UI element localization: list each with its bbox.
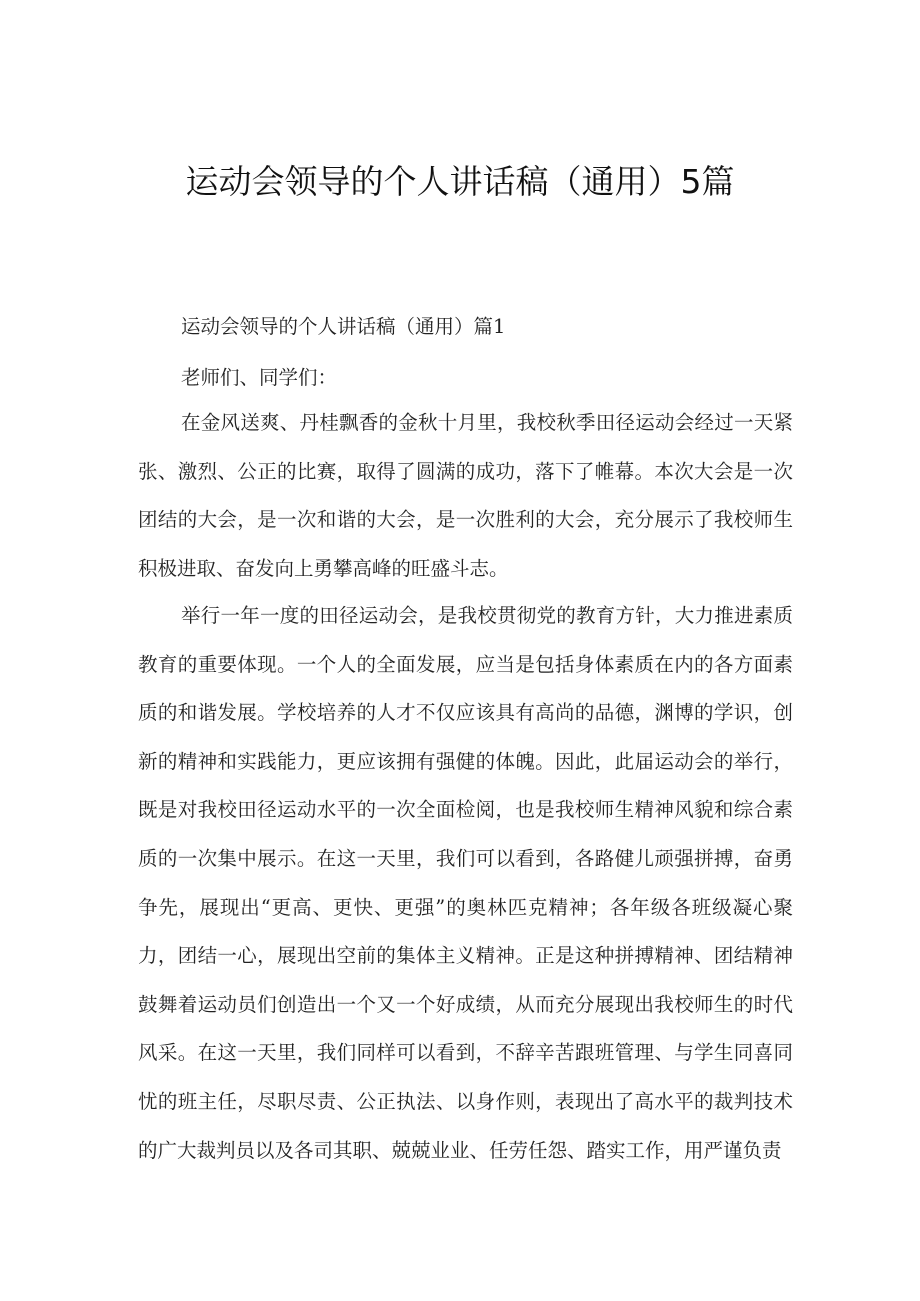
section-heading: 运动会领导的个人讲话稿（通用）篇1 <box>181 315 506 338</box>
paragraph-1: 在金风送爽、丹桂飘香的金秋十月里，我校秋季田径运动会经过一天紧张、激烈、公正的比赛，取得了圆满的成功，落下了帷幕。本次大会是一次团结的大会，是一次和谐的大会，是一次胜利的大会，充分展示了我校师生积极进取、奋发向上勇攀高峰的旺盛斗志。 <box>138 411 793 580</box>
salutation: 老师们、同学们： <box>181 366 338 389</box>
paragraph-2: 举行一年一度的田径运动会，是我校贯彻党的教育方针，大力推进素质教育的重要体现。一个人的全面发展，应当是包括身体素质在内的各方面素质的和谐发展。学校培养的人才不仅应该具有高尚的品德，渊博的学识，创新的精神和实践能力，更应该拥有强健的体魄。因此，此届运动会的举行，既是对我校田径运动水平的一次全面检阅，也是我校师生精神风貌和综合素质的一次集中展示。在这一天里，我们可以看到，各路健儿顽强拼搏，奋勇争先，展现出“更高、更快、更强”的奥林匹克精神；各年级各班级凝心聚力，团结一心，展现出空前的集体主义精神。正是这种拼搏精神、团结精神鼓舞着运动员们创造出一个又一个好成绩，从而充分展现出我校师生的时代风采。在这一天里，我们同样可以看到，不辞辛苦跟班管理、与学生同喜同忧的班主任，尽职尽责、公正执法、以身作则，表现出了高水平的裁判技术的广大裁判员以及各司其职、兢兢业业、任劳任怨、踏实工作，用严谨负责 <box>138 604 793 1162</box>
document-title: 运动会领导的个人讲话稿（通用）5篇 <box>185 162 735 201</box>
